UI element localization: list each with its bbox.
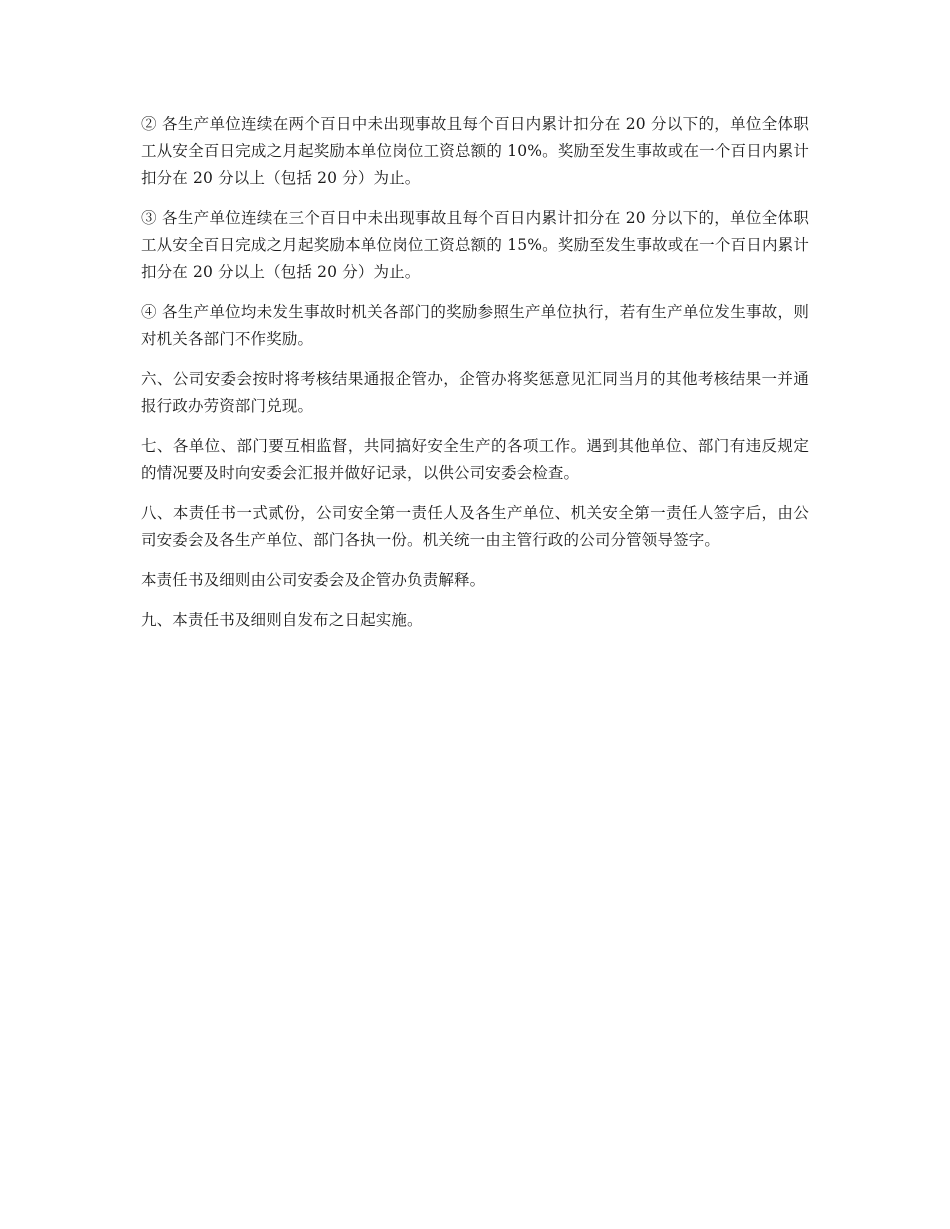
reward-rule-4-paragraph: ④ 各生产单位均未发生事故时机关各部门的奖励参照生产单位执行，若有生产单位发生事故，则对机关各部门不作奖励。 bbox=[141, 303, 809, 348]
interpretation-paragraph: 本责任书及细则由公司安委会及企管办负责解释。 bbox=[141, 571, 486, 589]
section-9-paragraph: 九、本责任书及细则自发布之日起实施。 bbox=[141, 611, 423, 629]
section-8-paragraph: 八、本责任书一式贰份，公司安全第一责任人及各生产单位、机关安全第一责任人签字后，由公司安委会及各生产单位、部门各执一份。机关统一由主管行政的公司分管领导签字。 bbox=[141, 504, 809, 549]
section-6-paragraph: 六、公司安委会按时将考核结果通报企管办，企管办将奖惩意见汇同当月的其他考核结果一并通报行政办劳资部门兑现。 bbox=[141, 370, 809, 415]
reward-rule-2-paragraph: ② 各生产单位连续在两个百日中未出现事故且每个百日内累计扣分在 20 分以下的，单位全体职工从安全百日完成之月起奖励本单位岗位工资总额的 10%。奖励至发生事故或在一个百日内累计扣分在 20 分以上（包括 20 分）为止。 bbox=[141, 115, 809, 187]
reward-rule-3-paragraph: ③ 各生产单位连续在三个百日中未出现事故且每个百日内累计扣分在 20 分以下的，单位全体职工从安全百日完成之月起奖励本单位岗位工资总额的 15%。奖励至发生事故或在一个百日内累计扣分在 20 分以上（包括 20 分）为止。 bbox=[141, 209, 809, 281]
section-7-paragraph: 七、各单位、部门要互相监督，共同搞好安全生产的各项工作。遇到其他单位、部门有违反规定的情况要及时向安委会汇报并做好记录，以供公司安委会检查。 bbox=[141, 437, 809, 482]
document-body bbox=[141, 111, 809, 647]
